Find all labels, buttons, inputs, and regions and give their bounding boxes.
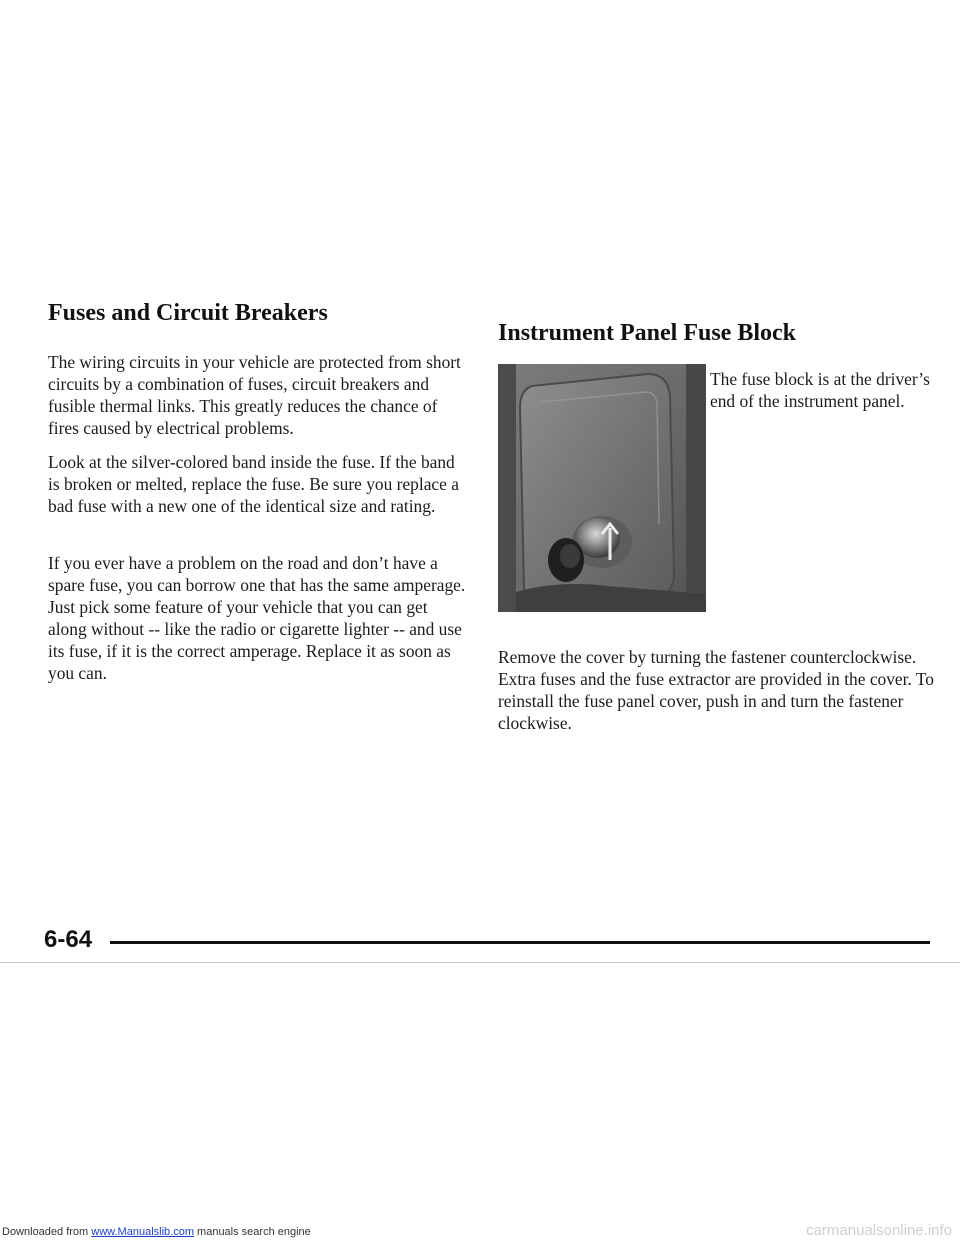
paragraph-wiring-circuits: The wiring circuits in your vehicle are protected from short circuits by a combination of fuses, circuit breakers and fusible thermal links. This greatly reduces the chance of fires caused by electrical problems. [48, 352, 461, 438]
section-heading-fuses: Fuses and Circuit Breakers [48, 300, 328, 326]
fuse-block-location-caption: The fuse block is at the driver’s end of the instrument panel. [710, 369, 930, 411]
paragraph-spare-fuse: If you ever have a problem on the road and don’t have a spare fuse, you can borrow one that has the same amperage. Just pick some feature of your vehicle that you can get along without -- like the radio or cigarette lighter -- and use its fuse, if it is the correct amperage. Replace it as soon as you can. [48, 553, 466, 683]
scan-divider [0, 962, 960, 963]
paragraph-silver-band: Look at the silver-colored band inside the fuse. If the band is broken or melted, replace the fuse. Be sure you replace a bad fuse with a new one of the identical size and rating. [48, 452, 459, 516]
download-prefix: Downloaded from [2, 1226, 92, 1238]
footer-rule [110, 941, 930, 944]
paragraph-remove-cover: Remove the cover by turning the fastener counterclockwise. Extra fuses and the fuse extractor are provided in the cover. To reinstall the fuse panel cover, push in and turn the fastener clockwise. [498, 647, 934, 733]
fuse-block-cover-photo [498, 364, 706, 612]
section-heading-instrument-panel-fuse-block: Instrument Panel Fuse Block [498, 320, 797, 346]
manualslib-link[interactable]: www.Manualslib.com [91, 1226, 194, 1238]
download-watermark [2, 1226, 311, 1238]
page-number: 6-64 [44, 926, 93, 953]
site-watermark: carmanualsonline.info [806, 1222, 952, 1239]
download-suffix: manuals search engine [193, 1226, 311, 1238]
